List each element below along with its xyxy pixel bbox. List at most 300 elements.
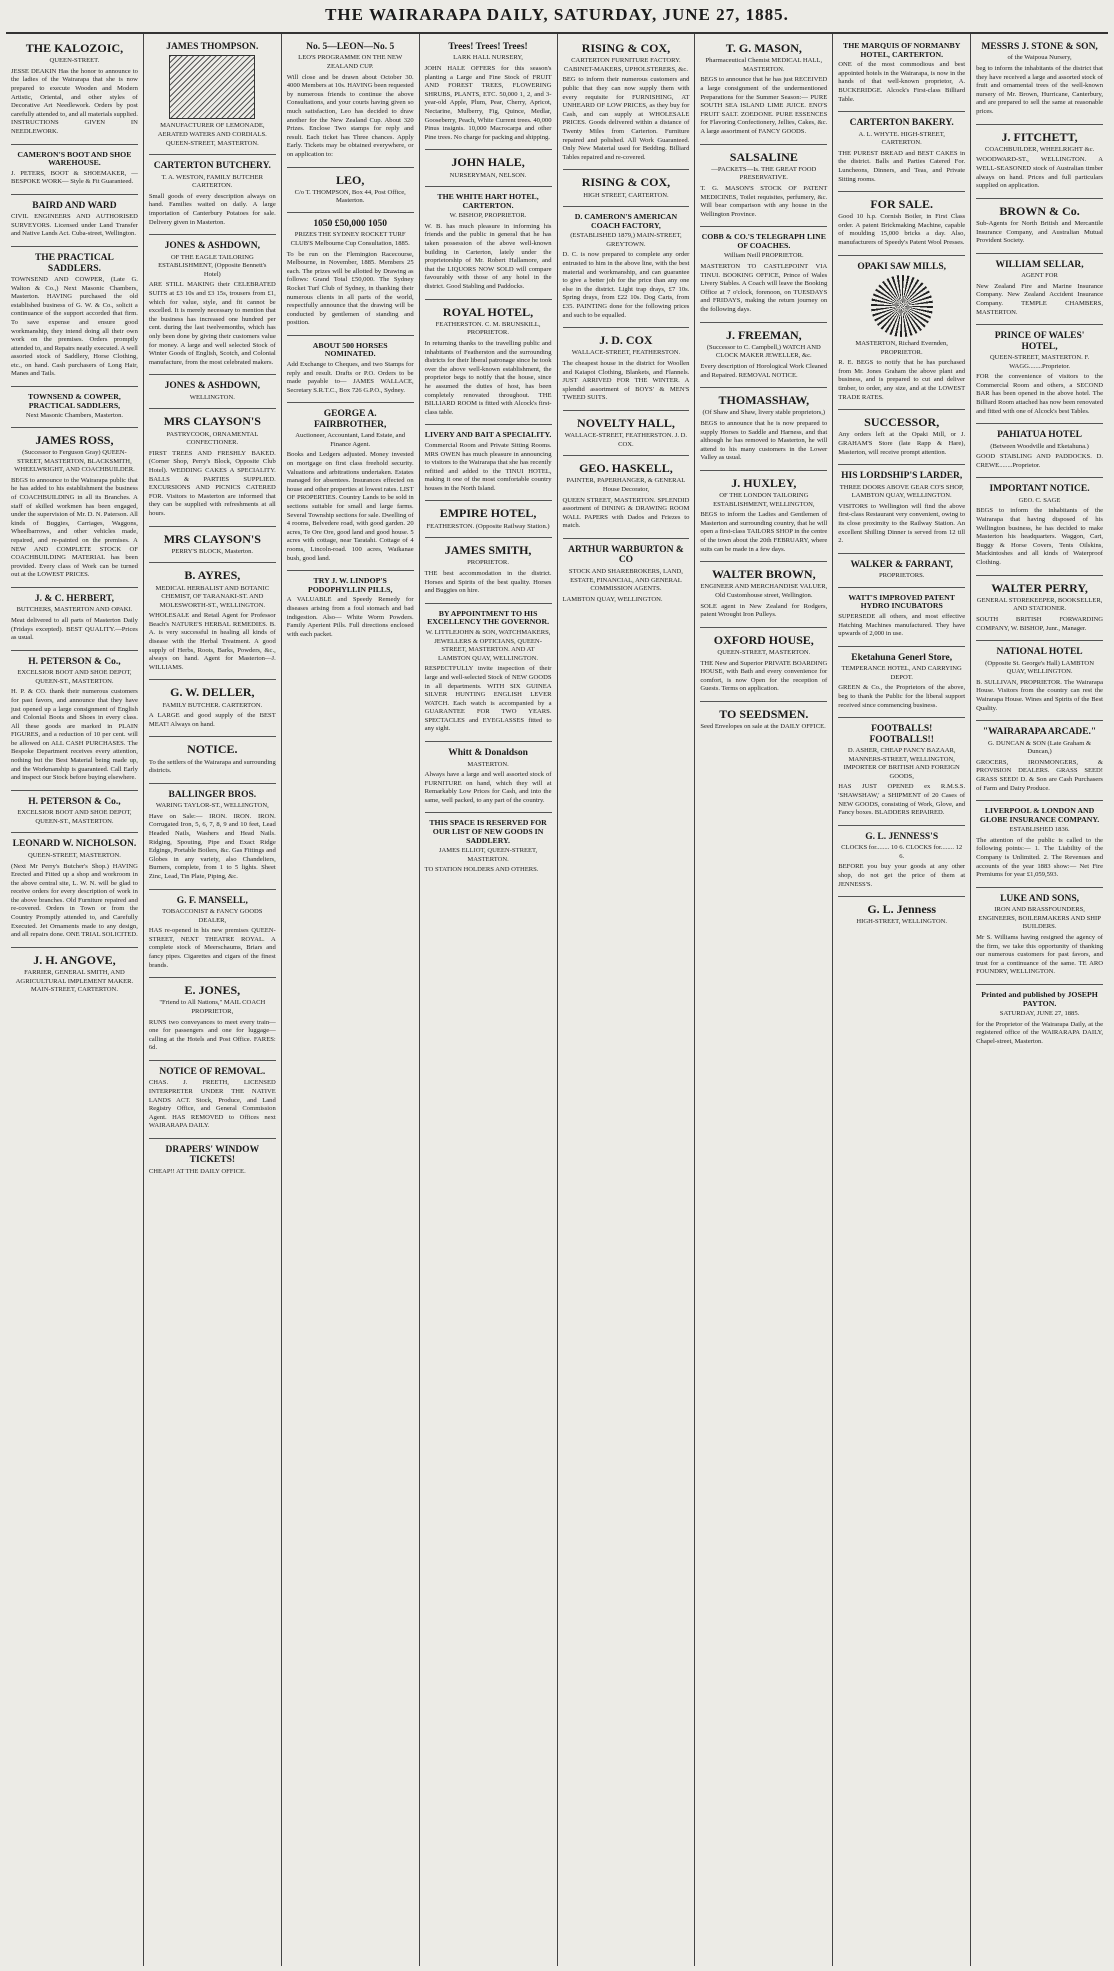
advertisement (700, 323, 827, 389)
ad-body: H. P. & CO. thank their numerous customers for past favors, and announce that they have just opened up a large consignment of English and Colonial Boots and Shoes in every class. All these goods are marked in PLAIN FIGURES, and a reduction of 10 per cent. will be allowed on ALL CASH PURCHASES. The Bespoke Department receives every attention, nothing but the Best Material being made up, and the Workmanship is guaranteed. Call Early and inspect our Stock before buying elsewhere. (11, 688, 138, 782)
ad-body: THE best accommodation in the district. Horses and Spirits of the best quality. Horses and Buggies on hire. (424, 570, 552, 595)
ad-subheading: MEDICAL HERBALIST AND BOTANIC CHEMIST, OF TARANAKI-ST. AND MOLESWORTH-ST., WELLINGTON. (155, 584, 270, 609)
ad-heading: MRS CLAYSON'S (163, 414, 261, 429)
ad-heading: D. CAMERON'S AMERICAN COACH FACTORY, (574, 212, 678, 230)
ad-body: Good 10 h.p. Cornish Boiler, in First Class order. A patent Brickmaking Machine, capable of moulding 15,000 bricks a day. Also, manufacturers of Speedy's Patent Wool Presses. (838, 213, 966, 247)
ad-body: THE New and Superior PRIVATE BOARDING HOUSE, with Bath and every convenience for comfort, is now Open for the reception of Guests. Terms on application. (700, 659, 828, 693)
ad-subheading: PAINTER, PAPERHANGER, & GENERAL House Decorator, (566, 477, 686, 494)
ad-body: CHEAP!! AT THE DAILY OFFICE. (148, 1167, 246, 1175)
ad-heading: FOOTBALLS! FOOTBALLS!! (869, 724, 934, 745)
ad-subheading: PROPRIETOR. (467, 559, 509, 567)
ad-body: In returning thanks to the travelling public and inhabitants of Featherston and the surrounding districts for their liberal patronage since he took over the above well-known establishment, the proprietor begs to notify that the house, since he assumed the duties of host, has been completely renovated throughout. THE BILLIARD ROOM is fitted with Alcock's first-class table. (424, 340, 552, 416)
ad-body: JESSE DEAKIN Has the honor to announce to the ladies of the Wairarapa that she is now prepared to execute Wooden and Modern Artistic, Oriental, and other styles of Decorative Art Needlework. Orders by post carefully attended to, and all materials supplied. INSTRUCTIONS GIVEN IN NEEDLEWORK. (11, 67, 138, 135)
ad-heading: WILLIAM SELLAR, (995, 259, 1084, 270)
ad-body: TO STATION HOLDERS AND OTHERS. (424, 866, 539, 874)
ad-heading: THOMASSHAW, (718, 393, 810, 408)
advertisement (838, 192, 965, 256)
ad-heading: Whitt & Donaldson (448, 748, 528, 759)
ad-subheading: William Neill PROPRIETOR. (723, 252, 804, 260)
ad-subheading: FARRIER, GENERAL SMITH, AND AGRICULTURAL IMPLEMENT MAKER. MAIN-STREET, CARTERTON. (15, 969, 134, 994)
ad-subheading: HIGH STREET, CARTERTON. (583, 191, 669, 199)
ad-heading: ABOUT 500 HORSES NOMINATED. (312, 340, 388, 359)
advertisement (149, 409, 276, 526)
ad-heading: OPAKI SAW MILLS, (857, 261, 946, 272)
ad-subheading: LEO'S PROGRAMME ON THE NEW ZEALAND CUP. (298, 54, 403, 71)
ad-subheading: CLOCKS for........ 10 6. CLOCKS for........ 12 6. (841, 844, 963, 860)
advertisement (149, 1139, 276, 1183)
ad-heading: THE MARQUIS OF NORMANBY HOTEL, CARTERTON. (843, 41, 961, 59)
ad-subheading: PROPRIETORS. (878, 572, 925, 580)
ad-heading: H. PETERSON & Co., (28, 656, 121, 667)
advertisement (838, 647, 965, 718)
advertisement (838, 826, 965, 897)
ad-subheading: D. ASHER, CHEAP FANCY BAZAAR, MANNERS-STREET, WELLINGTON, IMPORTER OF BRITISH AND FOREIGN GOODS, (843, 747, 960, 780)
ad-heading: BROWN & Co. (999, 203, 1080, 218)
ad-heading: TRY J. W. LINDOP'S PODOPHYLLIN PILLS, (307, 576, 393, 594)
ad-subheading: OF THE LONDON TAILORING ESTABLISHMENT, WELLINGTON, (713, 492, 815, 508)
ad-heading: HIS LORDSHIP'S LARDER, (841, 471, 963, 482)
ad-heading: GEORGE A. FAIRBROTHER, (313, 409, 387, 430)
ad-heading: WALKER & FARRANT, (850, 559, 953, 570)
advertisement (700, 227, 827, 322)
ad-heading: Eketahuna Generl Store, (851, 652, 953, 663)
ad-body: FIRST TREES AND FRESHLY BAKED. (Corner Shop, Perry's Block, Opposite Club Hotel). WEDDING CAKES A SPECIALITY. BALLS & PARTIES SUPPLIED. EXCURSIONS AND PICNICS CATERED FOR. Visitors to Masterton are informed that they can be supplied with refreshments at all hours. (148, 449, 276, 517)
saw-blade-illustration (871, 275, 933, 337)
ad-heading: 1050 £50,000 1050 (313, 218, 387, 229)
ad-heading: BAIRD AND WARD (32, 200, 117, 211)
advertisement (287, 36, 414, 168)
advertisement (838, 465, 965, 554)
ad-body: CHAS. J. FREETH, LICENSED INTERPRETER UNDER THE NATIVE LANDS ACT. Stock, Produce, and Land Registry Office, and General Commission Agent. HAS REMOVED to Offices next WAIRARAPA DAILY. (148, 1079, 276, 1130)
ad-body: R. E. BEGS to notify that he has purchased from Mr. Jones Graham the above plant and business, and is prepared to cut and deliver timber, to order, any size, and at the LOWEST TRADE RATES. (838, 359, 966, 401)
advertisement (287, 213, 414, 336)
ad-subheading: JAMES ELLIOT, QUEEN-STREET, MASTERTON. (438, 847, 538, 863)
advertisement (149, 563, 276, 680)
ad-subheading: GENERAL STOREKEEPER, BOOKSELLER, AND STATIONER. (976, 596, 1103, 613)
ad-body: GROCERS, IRONMONGERS, & PROVISION DEALERS. GRASS SEED! GRASS SEED! D. & Son are Cash Purchasers of Farm and Dairy Produce. (976, 758, 1103, 792)
masthead-title: THE WAIRARAPA DAILY, SATURDAY, JUNE 27, 1885. (325, 5, 789, 24)
advertisement (700, 628, 827, 702)
advertisement (11, 651, 138, 791)
advertisement (149, 527, 276, 564)
ad-heading: LEO, (336, 172, 365, 187)
ad-heading: THE WHITE HART HOTEL, CARTERTON. (437, 192, 539, 210)
ad-heading: ARTHUR WARBURTON & CO (568, 545, 684, 566)
ad-subheading: HIGH-STREET, WELLINGTON. (856, 918, 948, 926)
ad-heading: Trees! Trees! Trees! (448, 42, 528, 52)
ad-body: Always have a large and well assorted stock of FURNITURE on hand, which they will at Remarkably Low Prices for Cash, and into the same, well packed, to any part of the country. (424, 771, 552, 804)
ad-heading: JONES & ASHDOWN, (164, 381, 260, 392)
advertisement (425, 813, 552, 881)
ad-subheading: WARING TAYLOR-ST., WELLINGTON, (155, 802, 269, 810)
advertisement (700, 702, 827, 739)
ad-heading: WALTER BROWN, (712, 567, 816, 582)
ad-heading: J. FREEMAN, (725, 327, 802, 342)
advertisement (425, 604, 552, 742)
advertisement (838, 410, 965, 465)
advertisement (149, 235, 276, 375)
ad-subheading: (Of Shaw and Shaw, livery stable proprietors,) (702, 409, 826, 417)
advertisement (700, 471, 827, 562)
ad-heading: SUCCESSOR, (864, 415, 940, 430)
ad-body: VISITORS to Wellington will find the above first-class Restaurant very convenient, owing to its close proximity to the Railway Station. An excellent Shilling Dinner is served from 12 till 2. (838, 502, 966, 545)
ad-subheading: EXCELSIOR BOOT AND SHOE DEPOT, QUEEN-ST., MASTERTON. (17, 669, 132, 685)
ad-heading: J. FITCHETT, (1001, 129, 1078, 144)
ad-body: Will close and be drawn about October 30. 4000 Members at 10s. HAVING been requested by numerous friends to continue the above Consultations, and your courts having given so much satisfaction, Leo has decided to draw another for the New Zealand Cup. About 320 Prizes. Enclose Two stamps for reply and result. Each ticket has Three chances. Apply Early. Tickets may be obtained everywhere, or on application to: (286, 73, 414, 158)
advertisement (149, 155, 276, 235)
ad-subheading: TOBACCONIST & FANCY GOODS DEALER, (162, 908, 263, 924)
ad-body: Have on Sale:— IRON. IRON. IRON. Corrugated Iron, 5, 6, 7, 8, 9 and 10 feet, Lead Headed Nails, Washers and Head Nails. Ridging, Spouting, Pipe and Exact Ridge Edgings, Portable Boilers, &c. Gas Fittings and Globes in any variety, also Chandeliers, Burners, complete, from 1 to 5 lights. Sheet Zinc, Lead, Tin Plate, Piping, &c. (148, 812, 276, 880)
ad-body: HAS JUST OPENED ex R.M.S.S. 'SHAWSHAW,' a SHIPMENT of 20 Cases of NEW GOODS, consisting of Work, Glove, and Fancy boxes. BLADDERS REPAIRED. (838, 783, 966, 817)
ad-heading: JONES & ASHDOWN, (164, 241, 260, 252)
ad-heading: JOHN HALE, (451, 155, 525, 170)
ad-body: Sub-Agents for North British and Mercantile Insurance Company, and Australian Mutual Provident Society. (976, 219, 1103, 245)
ad-body: BEGS to announce that he is now prepared to supply Horses to Saddle and Harness, and that although he has removed to Masterton, he will attend to his many customers in the Lower Valley as usual. (700, 419, 828, 462)
advertisement (287, 403, 414, 571)
ad-body: J. PETERS, BOOT & SHOEMAKER, —BESPOKE WORK— Style & Fit Guaranteed. (11, 169, 138, 186)
ad-subheading: (Successor to Ferguson Gray) QUEEN-STREET, MASTERTON, BLACKSMITH, WHEELWRIGHT, AND COACHBUILDER. (14, 448, 135, 474)
advertisement (976, 325, 1103, 424)
ad-subheading: —PACKETS—Is. THE GREAT FOOD PRESERVATIVE. (711, 165, 817, 182)
ad-body: SOUTH BRITISH FORWARDING COMPANY, W. BISHOP, Junr., Manager. (976, 615, 1103, 632)
column-3 (282, 34, 420, 1966)
ad-subheading: MANUFACTURER OF LEMONADE, AERATED WATERS AND CORDIALS. QUEEN-STREET, MASTERTON. (157, 122, 267, 147)
ad-subheading: (Between Woodville and Eketahuna.) (990, 442, 1089, 450)
column-4 (420, 34, 558, 1966)
ad-heading: BY APPOINTMENT TO HIS EXCELLENCY THE GOVERNOR. (427, 608, 550, 627)
ad-heading: LIVERPOOL & LONDON AND GLOBE INSURANCE COMPANY. (979, 806, 1100, 824)
ad-subheading: EXCELSIOR BOOT AND SHOE DEPOT, QUEEN-ST., MASTERTON. (17, 809, 132, 825)
ad-subheading: CARTERTON FURNITURE FACTORY. CABINET-MAKERS, UPHOLSTERERS, &c. (563, 57, 688, 73)
advertisement (149, 36, 276, 155)
advertisement (563, 36, 690, 170)
advertisement (425, 742, 552, 813)
ad-heading: MRS CLAYSON'S (163, 531, 261, 546)
ad-heading: "WAIRARAPA ARCADE." (982, 727, 1097, 738)
ad-subheading: WALLACE-STREET, FEATHERSTON. (571, 349, 681, 357)
ad-subheading: OF THE EAGLE TAILORING ESTABLISHMENT, (Opposite Bennett's Hotel) (158, 253, 267, 278)
advertisement (425, 150, 552, 187)
ad-body: B. SULLIVAN, PROPRIETOR. The Wairarapa House. Visitors from the country can rest the Wairarapa House. Wines and Spirits of the Best Quality. (976, 678, 1103, 712)
column-2 (144, 34, 282, 1966)
advertisement (976, 478, 1103, 575)
advertisement (149, 890, 276, 979)
ad-subheading: PASTRYCOOK, ORNAMENTAL CONFECTIONER. (166, 430, 259, 447)
advertisement (11, 948, 138, 1001)
engraving-illustration (169, 55, 255, 119)
ad-subheading: GEO. C. SAGE (1018, 496, 1061, 504)
ad-subheading: ENGINEER AND MERCHANDISE VALUER, Old Customhouse street, Wellington. (700, 583, 828, 599)
ad-heading: J. HUXLEY, (731, 475, 797, 490)
ad-heading: GEO. HASKELL, (579, 461, 673, 476)
ad-body: Commercial Room and Private Sitting Rooms. MRS OWEN has much pleasure in announcing to visitors to the Wairarapa that she has recently refitted and added to the TINUI HOTEL, making it one of the most comfortable country houses in the North Island. (424, 441, 552, 492)
ad-heading: RISING & COX, (581, 175, 671, 190)
ad-heading: TOWNSEND & COWPER, PRACTICAL SADDLERS, (28, 392, 121, 410)
advertisement (563, 170, 690, 207)
advertisement (976, 36, 1103, 125)
ad-heading: NOVELTY HALL, (577, 415, 675, 430)
ad-body: The attention of the public is called to the following points:— 1. The Liability of the Company is Unlimited. 2. The Revenues and accounts of the year 1883 show:— Net Fire Premiums for year £1,059,593. (976, 836, 1103, 879)
advertisement (700, 36, 827, 145)
advertisement (838, 554, 965, 588)
ad-heading: LIVERY AND BAIT A SPECIALITY. (424, 430, 552, 440)
ad-heading: OXFORD HOUSE, (713, 632, 814, 647)
newspaper-columns (6, 32, 1108, 1966)
ad-heading: J. & C. HERBERT, (34, 593, 115, 604)
advertisement (425, 501, 552, 538)
ad-subheading: MASTERTON, Richard Evernden, PROPRIETOR. (855, 340, 948, 356)
advertisement (563, 207, 690, 328)
ad-subheading: SATURDAY, JUNE 27, 1885. (999, 1010, 1080, 1018)
ad-subheading: NURSERYMAN, NELSON. (449, 171, 527, 179)
ad-subheading: Auctioneer, Accountant, Land Estate, and Finance Agent. (295, 432, 406, 448)
column-5 (558, 34, 696, 1966)
ad-heading: JAMES SMITH, (444, 543, 532, 558)
ad-body: GREEN & Co., the Proprietors of the above, beg to thank the Public for the liberal support received since commencing business. (838, 684, 966, 709)
ad-subheading: FAMILY BUTCHER. CARTERTON. (162, 701, 263, 709)
ad-heading: CARTERTON BUTCHERY. (153, 161, 271, 172)
column-1 (6, 34, 144, 1966)
ad-heading: G. W. DELLER, (170, 685, 255, 700)
column-8 (971, 34, 1108, 1966)
ad-heading: THE PRACTICAL SADDLERS. (34, 253, 114, 274)
ad-body: A VALUABLE and Speedy Remedy for diseases arising from a foul stomach and bad indigestion. Also— White Worm Powders. Family Aperient Pills. Full directions enclosed with each packet. (286, 596, 414, 638)
ad-heading: PAHIATUA HOTEL (997, 430, 1083, 441)
ad-body: TOWNSEND AND COWPER, (Late G. Walton & Co.,) Next Masonic Chambers, Masterton. HAVING purchased the old established business of G. W. & Co., solicit a continuance of the support accorded that firm. To save expense and ensure good workmanship, they intend doing all their own work on the premises. Orders promptly attended to, and Repairs neatly executed. A well assorted stock of Saddlery, Horse Clothing, etc., on hand. Cash purchasers of Long Hair, Manes and Tails. (11, 275, 138, 378)
advertisement (700, 562, 827, 628)
ad-body: QUEEN STREET, MASTERTON. SPLENDID assortment of DINING & DRAWING ROOM WALL PAPERS with Dados and Friezes to match. (562, 496, 690, 530)
ad-heading: LEONARD W. NICHOLSON. (12, 839, 137, 850)
ad-subheading: WALLACE-STREET, FEATHERSTON. J. D. COX. (564, 432, 688, 448)
ad-heading: G. L. Jenness (867, 902, 937, 917)
advertisement (838, 588, 965, 647)
ad-subheading: COACHBUILDER, WHEELRIGHT &c. (984, 145, 1095, 153)
advertisement (149, 978, 276, 1061)
ad-subheading: PERRY'S BLOCK, Masterton. (171, 547, 254, 555)
advertisement (838, 718, 965, 826)
advertisement (149, 375, 276, 409)
ad-heading: G. F. MANSELL, (176, 895, 248, 906)
advertisement (287, 571, 414, 646)
advertisement (425, 425, 552, 501)
advertisement (425, 300, 552, 426)
ad-subheading: W. LITTLEJOHN & SON, WATCHMAKERS, JEWELLERS & OPTICIANS, QUEEN-STREET, MASTERTON. AND AT LAMBTON QUAY, WELLINGTON. (425, 628, 551, 662)
advertisement (838, 897, 965, 933)
ad-body: BEGS to announce that he has just RECEIVED a large consignment of the undermentioned Preparations for the Summer Season:— PURE SOUTH SEA ISLAND LIME JUICE. ENO'S FRUIT SALT. ZOEDONE. PURE ESSENCES for Flavoring Confectionery, Jellies, Cakes, &c. A large assortment of FANCY GOODS. (700, 76, 828, 135)
ad-body: LAMBTON QUAY, WELLINGTON. (562, 595, 663, 603)
ad-heading: TO SEEDSMEN. (719, 706, 809, 721)
ad-body: Add Exchange to Cheques, and two Stamps for reply and result. Drafts or P.O. Orders to be made payable to— JAMES WALLACE, Secretary S.R.T.C., Box 726 G.P.O., Sydney. (286, 361, 414, 394)
ad-heading: JAMES THOMPSON. (166, 42, 259, 52)
ad-heading: COBB & CO.'S TELEGRAPH LINE OF COACHES. (701, 232, 827, 250)
ad-heading: NATIONAL HOTEL (996, 647, 1083, 658)
ad-body: Seed Envelopes on sale at the DAILY OFFICE. (700, 723, 826, 731)
advertisement (976, 199, 1103, 254)
advertisement (149, 1061, 276, 1139)
ad-subheading: ESTABLISHED 1836. (1009, 826, 1070, 834)
ad-subheading: A. L. WHYTE. HIGH-STREET, CARTERTON. (858, 130, 945, 147)
ad-heading: THE KALOZOIC, (25, 41, 124, 55)
ad-heading: PRINCE OF WALES' HOTEL, (994, 331, 1085, 352)
advertisement (11, 145, 138, 195)
advertisement (425, 36, 552, 150)
advertisement (838, 36, 965, 112)
ad-heading: Printed and published by JOSEPH PAYTON. (981, 990, 1098, 1008)
advertisement (976, 801, 1103, 888)
ad-subheading: Next Masonic Chambers, Masterton. (25, 412, 124, 420)
ad-heading: EMPIRE HOTEL, (439, 506, 537, 521)
advertisement (149, 680, 276, 737)
ad-subheading: (ESTABLISHED 1879,) MAIN-STREET, GREYTOWN. (570, 232, 682, 248)
ad-subheading: QUEEN-STREET, MASTERTON. F. WAGG........Proprietor. (989, 354, 1090, 370)
ad-body: beg to inform the inhabitants of the district that they have received a large and assorted stock of fruit and ornamental trees of the well-known nursery of Mr. Brown, Hurricane, Canterbury, and are prepared to sell the same at reasonable prices. (976, 65, 1103, 115)
ad-body: To be run on the Flemington Racecourse, Melbourne, in November, 1885. Members 25 each. The prizes will be allotted by Drawing as follows: Grand Total £50,000. The Sydney Rocket Turf Club of Sydney, in thanking their numerous clients in all parts of the world, respectfully announce that the drawing will be conducted by gentlemen of standing and position. (286, 250, 414, 327)
ad-body: New Zealand Fire and Marine Insurance Company. New Zealand Accident Insurance Company. TEMPLE CHAMBERS, MASTERTON. (976, 282, 1103, 316)
ad-subheading: BUTCHERS, MASTERTON AND OPAKI. (16, 606, 133, 614)
ad-subheading: PRIZES THE SYDNEY ROCKET TURF CLUB'S Melbourne Cup Consultation, 1885. (290, 231, 410, 247)
ad-body: FOR the convenience of visitors to the Commercial Room and others, a SECOND BAR has been opened in the above hotel. The Billiard Room attached has now been renovated and fitted with one of Alcock's best Tables. (976, 373, 1103, 415)
advertisement (11, 36, 138, 145)
ad-heading: CAMERON'S BOOT AND SHOE WAREHOUSE. (17, 149, 132, 168)
ad-heading: J. H. ANGOVE, (33, 952, 116, 967)
advertisement (149, 737, 276, 783)
ad-heading: MESSRS J. STONE & SON, (981, 42, 1098, 52)
advertisement (425, 538, 552, 604)
advertisement (563, 411, 690, 456)
ad-body: (Next Mr Perry's Butcher's Shop.) HAVING Erected and Fitted up a shop and workroom in the above central site, L. W. N. will be glad to receive orders for every description of work in the above branches. Old Furniture repaired and re-covered. Orders in Town or from the Country Promptly attended to, and Carefully Executed. Jet Ornaments made to any design, and all repairs done. ONE TRIAL SOLICITED. (11, 862, 138, 939)
advertisement (11, 588, 138, 651)
advertisement (11, 791, 138, 834)
advertisement (700, 145, 827, 228)
ad-subheading: (Opposite St. George's Hall) LAMBTON QUAY, WELLINGTON. (985, 659, 1094, 676)
ad-heading: CARTERTON BAKERY. (849, 118, 954, 129)
advertisement (838, 256, 965, 411)
ad-subheading: IRON AND BRASSFOUNDERS, ENGINEERS, BOILERMAKERS AND SHIP BUILDERS. (978, 906, 1101, 931)
advertisement (976, 254, 1103, 325)
ad-body: BEFORE you buy your goods at any other shop, do not get the price of them at JENNESS'S. (838, 863, 966, 888)
ad-subheading: Pharmaceutical Chemist MEDICAL HALL, MASTERTON. (705, 57, 823, 73)
advertisement (976, 424, 1103, 478)
ad-body: BEGS to inform the inhabitants of the Wairarapa that having disposed of his Wellington business, he has decided to make Masterton his headquarters. Waggon, Cart, Buggy & Horse Covers, Tents Oilskins, Mackintoshes and all kinds of Waterproof Clothing. (976, 507, 1103, 566)
ad-heading: NOTICE. (187, 742, 238, 757)
ad-body: for the Proprietor of the Wairarapa Daily, at the registered office of the WAIRARAPA DAILY, Chapel-street, Masterton. (976, 1020, 1103, 1045)
ad-subheading: "Friend to All Nations," MAIL COACH PROPRIETOR, (159, 999, 266, 1015)
ad-body: ONE of the most commodious and best appointed hotels in the Wairarapa, is now in the hands of that well-known proprietor, A. BUCKERIDGE. Alcock's First-class Billiard Table. (838, 61, 966, 103)
advertisement (976, 576, 1103, 642)
ad-heading: G. L. JENNESS'S (865, 831, 939, 842)
ad-body: HAS re-opened in his new premises QUEEN-STREET, NEXT THEATRE ROYAL. A complete stock of Meerschaums, Briars and fancy pipes. Cigarettes and cigars of the finest brands. (148, 927, 276, 969)
ad-body: BEGS to announce to the Wairarapa public that he has added to his establishment the business of COACHBUILDING in all its Branches. A staff of skilled workmen has been engaged, under the supervision of Mr. D. N. Paterson. All kinds of Buggies, Carriages, Waggons, Wheelbarrows, and other vehicles made, repaired, and re-painted on the premises. A NEW AND COMPLETE STOCK OF COACHBUILDING MATERIAL has been provided. Every class of Work can be turned out at the LOWEST PRICES. (11, 476, 138, 579)
advertisement (149, 784, 276, 890)
advertisement (838, 112, 965, 192)
ad-body: THE PUREST BREAD and BEST CAKES in the district. Balls and Parties Catered For. Luncheons, Dinners, and Teas, and Private Sitting rooms. (838, 149, 966, 183)
ad-body: To the settlers of the Wairarapa and surrounding districts. (148, 758, 276, 775)
advertisement (11, 247, 138, 387)
ad-heading: B. AYRES, (184, 568, 241, 583)
masthead (0, 0, 1114, 30)
ad-subheading: QUEEN-STREET, MASTERTON. (717, 648, 811, 656)
ad-body: WOODWARD-ST., WELLINGTON. A WELL-SEASONED stock of Australian timber always on hand. Prices and full particulars supplied on application. (976, 156, 1103, 190)
ad-heading: FOR SALE. (870, 197, 934, 212)
ad-heading: WALTER PERRY, (991, 580, 1088, 595)
ad-body: Any orders left at the Opaki Mill, or J. GRAHAM'S Store (late Rapp & Hare), Masterton, will receive prompt attention. (838, 431, 966, 456)
ad-heading: LUKE AND SONS, (1000, 893, 1080, 904)
ad-heading: JAMES ROSS, (35, 432, 114, 447)
ad-subheading: (Successor to C. Campbell,) WATCH AND CLOCK MAKER JEWELLER, &c. (706, 343, 821, 360)
ad-body: SUPERSEDE all others, and most effective Hatching Machines manufactured. They have upwards of 2,000 in use. (838, 612, 966, 638)
ad-heading: BALLINGER BROS. (168, 789, 257, 800)
ad-body: BEGS to inform the Ladies and Gentlemen of Masterton and surrounding country, that he will open a first-class TAILORS SHOP in the centre of the town about the 20th FEBRUARY, where suits can be made in a few days. (700, 511, 828, 553)
ad-subheading: W. BISHOP, PROPRIETOR. (449, 212, 527, 220)
ad-heading: RISING & COX, (581, 41, 671, 55)
ad-heading: No. 5—LEON—No. 5 (306, 42, 395, 52)
ad-subheading: QUEEN-STREET. (49, 57, 100, 65)
column-6 (695, 34, 833, 1966)
ad-heading: IMPORTANT NOTICE. (989, 484, 1090, 495)
advertisement (976, 985, 1103, 1054)
ad-subheading: AGENT FOR (1021, 272, 1058, 280)
ad-body: WHOLESALE and Retail Agent for Professor Beach's NATURE'S HERBAL REMEDIES. B. A. is very successful in healing all kinds of disease with the Herbal Treatment. A good supply of Herbs, Roots, Barks, Powders, &c., always on hand. Agent for Masterton—J. WILLIAMS. (148, 612, 276, 671)
ad-subheading: FEATHERSTON. C. M. BRUNSKILL, PROPRIETOR. (435, 320, 541, 337)
advertisement (976, 125, 1103, 199)
ad-heading: SALSALINE (729, 149, 798, 164)
ad-body: The cheapest house in the district for Woollen and Kaiapoi Clothing, Blankets, and Flannels. JUST ARRIVED FOR THE WINTER. A splendid assortment of BOYS' & MEN'S TWEED SUITS. (562, 359, 690, 402)
ad-subheading: TEMPERANCE HOTEL, AND CARRYING DEPOT. (841, 665, 962, 681)
ad-heading: WATT'S IMPROVED PATENT HYDRO INCUBATORS (848, 592, 955, 611)
ad-body: JOHN HALE OFFERS for this season's planting a Large and Fine Stock of FRUIT AND FOREST TREES, FLOWERING SHRUBS, PLANTS, ETC. 50,000 1, 2, and 3-year-old Apple, Plum, Pear, Cherry, Apricot, Nectarine, Mulberry, Fig, Quince, Medlar, Gooseberry, Peach, White Current trees. 40,000 Pinus insignis. 10,000 Macrocarpa and other Pine trees. No charge for packing and shipping. (424, 65, 552, 141)
ad-heading: DRAPERS' WINDOW TICKETS! (165, 1144, 260, 1166)
ad-heading: H. PETERSON & Co., (28, 796, 121, 807)
ad-heading: T. G. MASON, (725, 41, 802, 55)
ad-body: Small goods of every description always on hand. Families waited on daily. A large importation of Canterbury Potatoes for sale. Delivery given in Masterton. (148, 192, 276, 226)
advertisement (563, 539, 690, 611)
ad-subheading: FEATHERSTON. (Opposite Railway Station.) (426, 522, 550, 530)
advertisement (976, 888, 1103, 985)
ad-body: ARE STILL MAKING their CELEBRATED SUITS at £3 10s and £3 15s, trousers from £1, which for value, style, and fit cannot be excelled. It is merely necessary to mention that the business has increased one hundred per cent. during the last twelvemonths, which has only been done by giving their customers value for money. A large and well selected Stock of Winter Goods of English, Scotch, and Colonial manufacture, from the most celebrated makers. (148, 281, 276, 366)
ad-subheading: MASTERTON. (467, 760, 509, 768)
ad-subheading: STOCK AND SHAREBROKERS, LAND, ESTATE, FINANCIAL, AND GENERAL COMMISSION AGENTS. (568, 567, 683, 593)
advertisement (976, 721, 1103, 801)
ad-body: A LARGE and good supply of the BEST MEAT! Always on hand. (148, 712, 276, 728)
ad-heading: J. D. COX (599, 333, 653, 348)
advertisement (563, 456, 690, 539)
ad-subheading: of the Waipoua Nursery, (1007, 54, 1072, 62)
advertisement (11, 195, 138, 247)
ad-subheading: WELLINGTON. (189, 393, 235, 401)
advertisement (11, 833, 138, 947)
ad-subheading: QUEEN-STREET, MASTERTON. (27, 851, 121, 859)
ad-body: SOLE agent in New Zealand for Rodgers, patent Wrought Iron Pulleys. (700, 602, 828, 619)
column-7 (833, 34, 971, 1966)
advertisement (976, 641, 1103, 721)
ad-body: Meat delivered to all parts of Masterton Daily (Fridays excepted). BEST QUALITY.—Prices as usual. (11, 616, 138, 642)
advertisement (11, 387, 138, 428)
ad-body: RUNS two conveyances to meet every train—one for passengers and one for luggage—calling at the Hotels and Post Office. FARES: 6d. (148, 1018, 276, 1052)
advertisement (563, 328, 690, 411)
advertisement (425, 187, 552, 299)
ad-body: MASTERTON TO CASTLEPOINT VIA TINUI. BOOKING OFFICE, Prince of Wales Livery Stables. A Coach will leave the Booking Office at 7 o'clock, forenoon, on TUESDAYS and FRIDAYS, making the return journey on the following days. (700, 263, 828, 313)
ad-heading: E. JONES, (184, 983, 241, 998)
ad-body: Mr S. Williams having resigned the agency of the firm, we take this opportunity of thanking our numerous customers for past favors, and trust for a continuance of the same. TE ARO FOUNDRY, WELLINGTON. (976, 934, 1103, 976)
ad-heading: THIS SPACE IS RESERVED FOR OUR LIST OF NEW GOODS IN SADDLERY. (429, 818, 547, 845)
ad-subheading: C/o T. THOMPSON, Box 44, Post Office, Masterton. (294, 188, 406, 205)
advertisement (287, 336, 414, 404)
ad-heading: ROYAL HOTEL, (442, 304, 534, 319)
ad-subheading: T. A. WESTON, FAMILY BUTCHER CARTERTON. (161, 173, 263, 190)
ad-body: W. B. has much pleasure in informing his friends and the public in general that he has taken possession of the above well-known building in Carterton, lately under the proprietorship of Mr. Robert Hallamore, and that the LIQUORS NOW SOLD will compare favourably with those of any hotel in the district. Good Stabling and Paddocks. (424, 222, 552, 291)
ad-body: BEG to inform their numerous customers and public that they can now supply them with every requisite for FURNISHING, AT UNHEARD OF LOW PRICES, as they buy for Cash, and can supply at WHOLESALE PRICES. Goods delivered within a distance of Twenty Miles from Carterton. Furniture repaired and polished. All Work Guaranteed. Only New Material used for Bedding. Billiard Tables repaired and re-covered. (562, 76, 690, 161)
ad-body: T. G. MASON'S STOCK OF PATENT MEDICINES, Toilet requisites, perfumery, &c. Will bear comparison with any house in the Wellington Province. (700, 184, 828, 218)
